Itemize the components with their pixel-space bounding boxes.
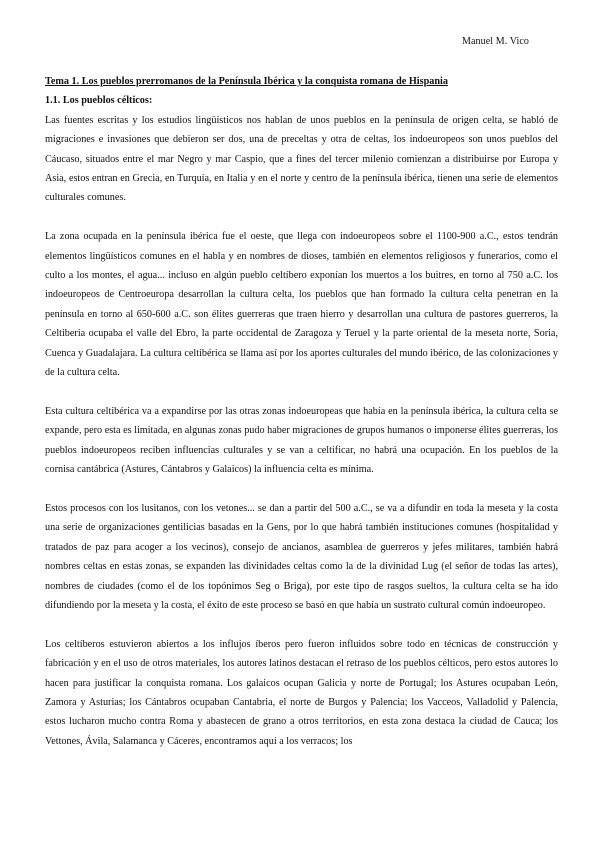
section-heading: 1.1. Los pueblos célticos: [45, 95, 153, 107]
document-body [45, 72, 558, 771]
paragraph: Esta cultura celtibérica va a expandirse por las otras zonas indoeuropeas que había en la península ibérica, la cultura celta se expande, pero esta es limitada, en algunas zonas pudo haber migraciones de grupos humanos o imponerse élites guerreras, los pueblos indoeuropeos reciben influencias culturales y se van a celtificar, no habrá una ocupación. En los pueblos de la cornisa cantábrica (Astures, Cántabros y Galaicos) la influencia celta es mínima. [45, 405, 558, 476]
paragraph: Estos procesos con los lusitanos, con los vetones... se dan a partir del 500 a.C., se va a difundir en toda la meseta y la costa una serie de organizaciones gentilicias basadas en la Gens, por lo que habrá también instituciones comunes (hospitalidad y tratados de paz para acoger a los vecinos), consejo de ancianos, asamblea de guerreros y jefes militares, también habrá nombres celtas en estas zonas, se expanden las divinidades celtas como la de la divinidad Lug (el señor de todas las artes), nombres de ciudades (como el de los topónimos Seg o Briga), por este tipo de rasgos sueltos, la cultura celta se ha ido difundiendo por la meseta y la costa, el éxito de este proceso se basó en que había un sustrato cultural común indoeuropeo. [45, 502, 558, 611]
paragraph: Las fuentes escritas y los estudios lingüísticos nos hablan de unos pueblos en la península de origen celta, se habló de migraciones e invasiones que debieron ser dos, una de preceltas y otra de celtas, los indoeuropeos son unos pueblos del Cáucaso, situados entre el mar Negro y mar Caspio, que a fines del tercer milenio comienzan a distribuirse por Europa y Asia, estos entran en Grecia, en Turquía, en Italia y en el norte y centro de la península ibérica, tienen una serie de elementos culturales comunes. [45, 114, 558, 204]
document-title: Tema 1. Los pueblos prerromanos de la Península Ibérica y la conquista romana de Hispania [45, 76, 448, 87]
paragraph: Los celtíberos estuvieron abiertos a los influjos íberos pero fueron influidos sobre todo en técnicas de construcción y fabricación y en el uso de otros materiales, los autores latinos destacan el retraso de los pueblos célticos, pero estos autores lo hacen para justificar la conquista romana. Los galaicos ocupan Galicia y norte de Portugal; los Astures ocupaban León, Zamora y Asturias; los Cántabros ocupaban Cantabria, el norte de Burgos y Palencia; los Vacceos, Valladolid y Palencia, estos lucharon mucho contra Roma y abastecen de grano a otros territorios, en esta zona destaca la ciudad de Cauca; los Vettones, Ávila, Salamanca y Cáceres, encontramos aquí a los verracos; los [45, 638, 558, 747]
paragraph: La zona ocupada en la península ibérica fue el oeste, que llega con indoeuropeos sobre el 1100-900 a.C., estos tendrán elementos lingüísticos comunes en el habla y en nombres de dioses, también en elementos religiosos y funerarios, como el culto a los montes, el agua... incluso en algún pueblo celtíbero exponían los muertos a los buitres, en torno al 750 a.C. los indoeuropeos de Centroeuropa desarrollan la cultura celta, los pueblos que han formado la cultura celta penetran en la península en torno al 650-600 a.C. son élites guerreras que traen hierro y desarrollan una cultura de pastores guerreros, la Celtiberia ocupaba el valle del Ebro, la parte occidental de Zaragoza y Teruel y la parte oriental de la meseta norte, Soria, Cuenca y Guadalajara. La cultura celtibérica se llama así por los aportes culturales del mundo ibérico, de las colonizaciones y de la cultura celta. [45, 231, 558, 379]
author-name: Manuel M. Vico [462, 36, 529, 47]
